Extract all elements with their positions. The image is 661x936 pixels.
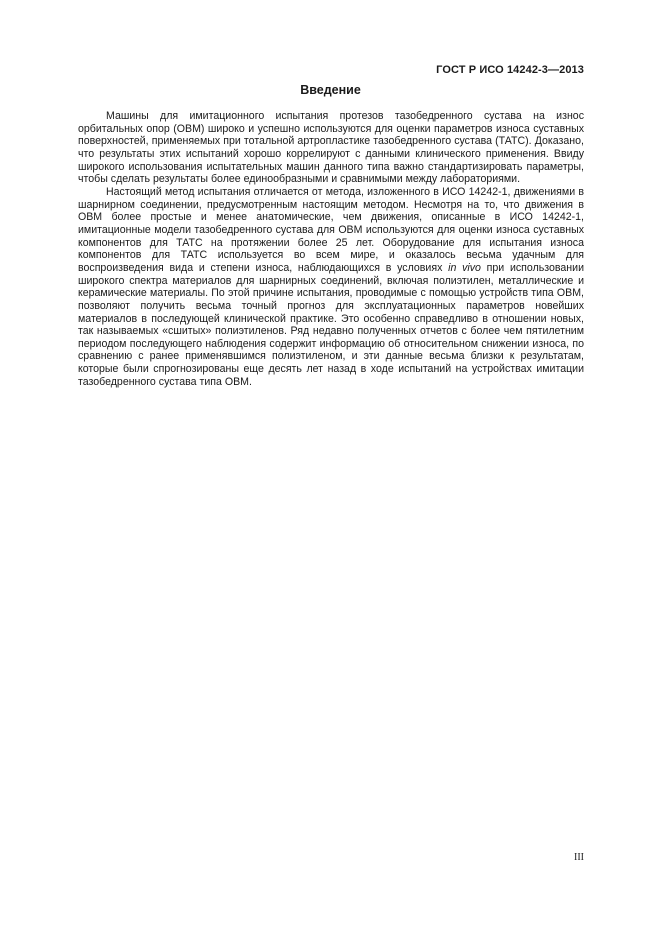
paragraph-2-italic-term: in vivo (448, 261, 481, 274)
paragraph-1: Машины для имитационного испытания протезов тазобедренного сустава на износ орбитальных опор (ОВМ) широко и успешно используются для оценки параметров износа суставных поверхностей, применяемых при тотальной артропластике тазобедренного сустава (ТАТС). Доказано, что результаты этих испытаний хорошо коррелируют с данными клинического применения. Ввиду широкого использования испытательных машин данного типа важно стандартизировать параметры, чтобы сделать результаты более единообразными и сравнимыми между лабораториями. (78, 110, 584, 186)
document-code-header: ГОСТ Р ИСО 14242-3—2013 (436, 64, 584, 76)
paragraph-2 (78, 186, 584, 389)
body-text (78, 110, 584, 388)
paragraph-2-text-b: при использовании широкого спектра материалов для шарнирных соединений, включая полиэтилен, металлические и керамические материалы. По этой причине испытания, проводимые с помощью устройств типа ОВМ, позволяют получить весьма точный прогноз для эксплуатационных параметров новейших материалов в последующей клинической практике. Это особенно справедливо в отношении новых, так называемых «сшитых» полиэтиленов. Ряд недавно полученных отчетов с более чем пятилетним периодом последующего наблюдения содержит информацию об относительном снижении износа, по сравнению с ранее применявшимся полиэтиленом, и эти данные весьма близки к результатам, которые были спрогнозированы еще десять лет назад в ходе испытаний на устройствах имитации тазобедренного сустава типа ОВМ. (78, 261, 584, 388)
section-title: Введение (300, 83, 361, 97)
page-number: III (574, 852, 584, 863)
paragraph-2-text-a: Настоящий метод испытания отличается от метода, изложенного в ИСО 14242-1, движениями в шарнирном соединении, предусмотренным настоящим методом. Несмотря на то, что движения в ОВМ более простые и менее анатомические, чем движения, описанные в ИСО 14242-1, имитационные модели тазобедренного сустава для ОВМ используются для оценки износа суставных компонентов для ТАТС на протяжении более 25 лет. Оборудование для испытания износа компонентов для ТАТС используется во всем мире, и оказалось весьма удачным для воспроизведения вида и степени износа, наблюдающихся в условиях (78, 185, 584, 274)
